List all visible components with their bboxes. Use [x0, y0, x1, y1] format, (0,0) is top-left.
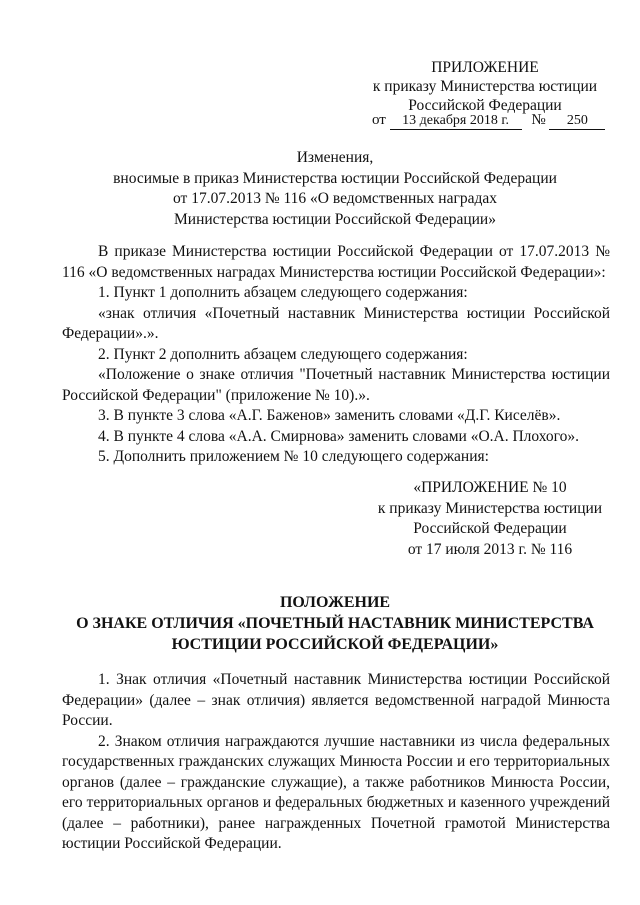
order-number: 250 — [549, 113, 605, 130]
attachment-10-title: «ПРИЛОЖЕНИЕ № 10 — [413, 479, 567, 496]
regulation-title-line-2: О ЗНАКЕ ОТЛИЧИЯ «ПОЧЕТНЫЙ НАСТАВНИК МИНИСТЕРСТВА — [76, 615, 594, 632]
regulation-body — [62, 670, 610, 855]
item-3: 3. В пункте 3 слова «А.Г. Баженов» заменить словами «Д.Г. Киселёв». — [98, 407, 561, 424]
appendix-header — [360, 58, 610, 115]
regulation-paragraph-2: 2. Знаком отличия награждаются лучшие наставники из числа федеральных государственных гражданских служащих Минюста России и его территориальных органов (далее – гражданские служащие), а также работников Минюста России, его территориальных органов и федеральных бюджетных и казенного учреждений (далее – работники), ранее награжденных Почетной грамотой Министерства юстиции Российской Федерации. — [62, 732, 610, 852]
attachment-10-header — [370, 478, 610, 560]
changes-title — [60, 148, 610, 230]
order-date: 13 декабря 2018 г. — [390, 113, 522, 130]
intro-paragraph: В приказе Министерства юстиции Российской Федерации от 17.07.2013 № 116 «О ведомственных наградах Министерства юстиции Российской Федерации»: — [62, 243, 610, 281]
regulation-title — [60, 592, 610, 655]
appendix-line-1: к приказу Министерства юстиции — [372, 78, 598, 95]
attachment-10-line-1: к приказу Министерства юстиции — [377, 499, 603, 517]
regulation-paragraph-1: 1. Знак отличия «Почетный наставник Министерства юстиции Российской Федерации» (далее – знак отличия) является ведомственной наградой Минюста России. — [62, 671, 610, 729]
order-date-line — [372, 112, 605, 130]
attachment-10-line-3: от 17 июля 2013 г. № 116 — [407, 540, 573, 558]
item-2-text: «Положение о знаке отличия "Почетный наставник Министерства юстиции Российской Федерации" (приложение № 10).». — [62, 366, 610, 404]
item-1-text: «знак отличия «Почетный наставник Министерства юстиции Российской Федерации».». — [62, 304, 610, 342]
changes-title-line-3: от 17.07.2013 № 116 «О ведомственных наградах — [173, 190, 497, 207]
changes-body — [62, 242, 610, 468]
item-2: 2. Пункт 2 дополнить абзацем следующего содержания: — [98, 345, 468, 363]
number-sign: № — [531, 112, 546, 128]
appendix-title: ПРИЛОЖЕНИЕ — [431, 59, 539, 76]
regulation-title-line-1: ПОЛОЖЕНИЕ — [279, 594, 391, 611]
changes-title-line-2: вносимые в приказ Министерства юстиции Российской Федерации — [113, 169, 557, 187]
from-label: от — [372, 112, 386, 128]
item-1: 1. Пункт 1 дополнить абзацем следующего содержания: — [98, 284, 468, 301]
changes-title-line-1: Изменения, — [296, 149, 374, 166]
appendix-line-2: Российской Федерации — [408, 97, 562, 114]
regulation-title-line-3: ЮСТИЦИИ РОССИЙСКОЙ ФЕДЕРАЦИИ» — [171, 636, 499, 653]
item-4: 4. В пункте 4 слова «А.А. Смирнова» заменить словами «О.А. Плохого». — [98, 427, 580, 445]
attachment-10-line-2: Российской Федерации — [413, 520, 567, 537]
item-5: 5. Дополнить приложением № 10 следующего содержания: — [98, 448, 489, 465]
changes-title-line-4: Министерства юстиции Российской Федерации» — [174, 210, 496, 228]
